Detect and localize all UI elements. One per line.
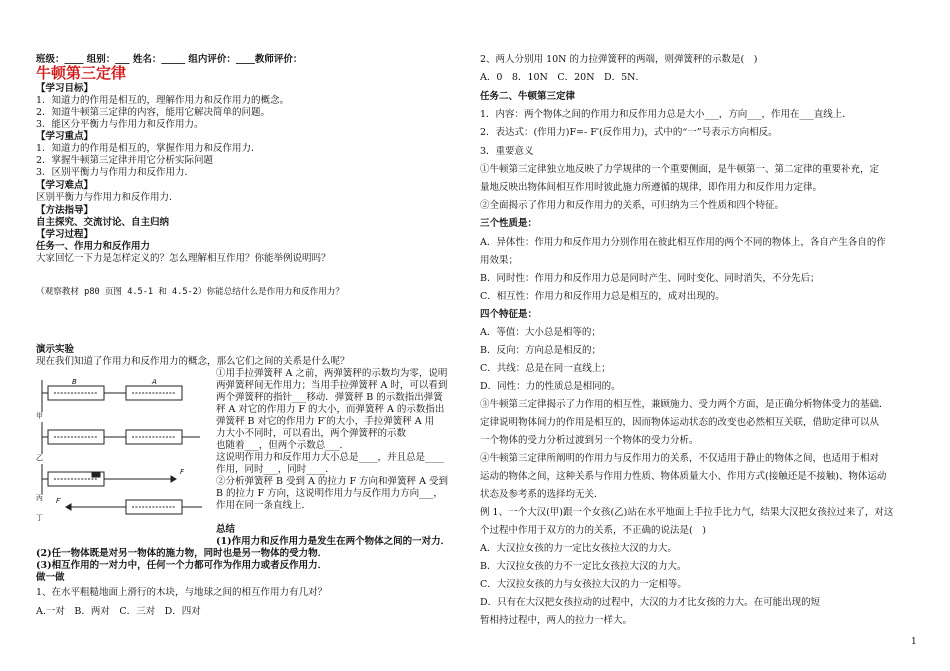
method-text: 自主探究、交流讨论、自主归纳 bbox=[36, 217, 170, 228]
page-title: 牛顿第三定律 bbox=[36, 64, 127, 82]
fig-label-f: F bbox=[180, 468, 185, 476]
key-item: 2．掌握牛顿第三定律并用它分析实际问题 bbox=[36, 155, 214, 166]
method-heading: 【方法指导】 bbox=[36, 205, 94, 216]
fig-label-ding: 丁 bbox=[36, 514, 43, 522]
key-heading: 【学习重点】 bbox=[36, 131, 94, 142]
example-1-option: B．大汉拉女孩的力不一定比女孩拉大汉的力大。 bbox=[480, 561, 687, 572]
summary-heading: 总结 bbox=[216, 524, 236, 535]
demo-line: 也随着___，但两个示数总___． bbox=[216, 440, 350, 451]
process-heading: 【学习过程】 bbox=[36, 229, 94, 240]
demo-line: 力大小不同时，可以看出，两个弹簧秤的示数 bbox=[216, 428, 407, 439]
demo-line: ①用手拉弹簧秤 A 之前，两弹簧秤的示数均为零，说明 bbox=[216, 368, 448, 379]
significance-line: ②全面揭示了作用力和反作用力的关系，可归纳为三个性质和四个特征。 bbox=[480, 200, 785, 211]
fig-label-f-prime: F′ bbox=[56, 497, 62, 505]
three-properties-heading: 三个性质是： bbox=[480, 218, 538, 229]
summary-item: (3)相互作用的一对力中，任何一个力都可作为作用力或者反作用力． bbox=[36, 560, 328, 571]
example-1-option: C．大汉拉女孩的力与女孩拉大汉的力一定相等。 bbox=[480, 579, 687, 590]
property-line: B．同时性：作用力和反作用力总是同时产生、同时变化、同时消失，不分先后； bbox=[480, 273, 820, 284]
fig-label-b: B bbox=[72, 378, 77, 386]
significance-3-line: 定律说明物体间力的作用是相互的，因而物体运动状态的改变也必然相互关联，借助定律可以从 bbox=[480, 417, 880, 428]
significance-heading: 3．重要意义 bbox=[480, 146, 534, 157]
property-line: C．相互性：作用力和反作用力总是相互的，成对出现的。 bbox=[480, 291, 725, 302]
fig-label-yi: 乙 bbox=[36, 454, 43, 462]
practice-heading: 做一做 bbox=[36, 572, 65, 583]
example-1-option: D．只有在大汉把女孩拉动的过程中，大汉的力才比女孩的力大。在可能出现的短 bbox=[480, 597, 821, 608]
difficulty-heading: 【学习难点】 bbox=[36, 180, 94, 191]
task1-heading: 任务一、作用力和反作用力 bbox=[36, 241, 151, 252]
property-line: 用效果； bbox=[480, 255, 519, 266]
goal-item: 1．知道力的作用是相互的，理解作用力和反作用力的概念。 bbox=[36, 95, 290, 106]
goal-item: 3．能区分平衡力与作用力和反作用力。 bbox=[36, 119, 204, 130]
demo-line: 秤 A 对它的作用力 F 的大小，而弹簧秤 A 的示数指出 bbox=[216, 404, 445, 415]
example-1-option: A．大汉拉女孩的力一定比女孩拉大汉的力大。 bbox=[480, 543, 677, 554]
significance-4-line: ④牛顿第三定律所阐明的作用力与反作用力的关系，不仅适用于静止的物体之间，也适用于相对 bbox=[480, 453, 880, 464]
question-1: 1、在水平粗糙地面上滑行的木块，与地球之间的相互作用力有几对？ bbox=[36, 587, 328, 598]
observe-question: （观察教材 p80 页图 4.5-1 和 4.5-2）你能总结什么是作用力和反作用力？ bbox=[36, 287, 344, 297]
question-2-options: A．0 8．10N C．20N D．5N． bbox=[480, 72, 645, 83]
demo-question: 现在我们知道了作用力和反作用力的概念，那么它们之间的关系是什么呢？ bbox=[36, 356, 350, 367]
feature-line: D．同性：力的性质总是相同的。 bbox=[480, 381, 621, 392]
header-line: 班级：____ 组别：___ 姓名：_____ 组内评价：____教师评价： bbox=[36, 54, 303, 65]
demo-line: ②分析弹簧秤 B 受到 A 的拉力 F 方向和弹簧秤 A 受到 bbox=[216, 476, 448, 487]
law-expression: 2．表达式：(作用力)F=- F′(反作用力)，式中的“一”号表示方向相反。 bbox=[480, 127, 778, 138]
demo-line: 两弹簧秤间无作用力；当用手拉弹簧秤 A 时，可以看到 bbox=[216, 380, 448, 391]
difficulty-text: 区别平衡力与作用力和反作用力． bbox=[36, 192, 179, 203]
page-number: 1 bbox=[911, 637, 917, 647]
demo-line: 这说明作用力和反作用力大小总是____，并且总是____ bbox=[216, 452, 445, 463]
significance-3-line: ③牛顿第三定律揭示了力作用的相互性，兼顾施力、受力两个方面，是正确分析物体受力的基础． bbox=[480, 399, 889, 410]
demo-line: B 的拉力 F 方向，这说明作用力与反作用力方向___， bbox=[216, 488, 443, 499]
example-1: 例 1、一个大汉(甲)跟一个女孩(乙)站在水平地面上手拉手比力气，结果大汉把女孩拉过来了，对这 bbox=[480, 507, 894, 518]
recall-question: 大家回忆一下力是怎样定义的？怎么理解相互作用？你能举例说明吗？ bbox=[36, 253, 331, 264]
example-1-option: 暂相持过程中，两人的拉力一样大。 bbox=[480, 615, 633, 626]
significance-line: ①牛顿第三定律独立地反映了力学规律的一个重要侧面，是牛顿第一、第二定律的重要补充，定 bbox=[480, 164, 880, 175]
demo-line: 两个弹簧秤的指针___移动．弹簧秤 B 的示数指出弹簧 bbox=[216, 392, 443, 403]
summary-item: (2)任一物体既是对另一物体的施力物，同时也是另一物体的受力物． bbox=[36, 548, 328, 559]
significance-3-line: 一个物体的受力分析过渡到另一个物体的受力分析。 bbox=[480, 435, 699, 446]
question-2: 2、两人分别用 10N 的力拉弹簧秤的两端，则弹簧秤的示数是( ) bbox=[480, 54, 758, 65]
significance-line: 量地反映出物体间相互作用时彼此施力所遵循的规律，即作用力和反作用力定律。 bbox=[480, 182, 823, 193]
summary-item: (1)作用力和反作用力是发生在两个物体之间的一对力． bbox=[216, 536, 451, 547]
significance-4-line: 运动的物体之间，这种关系与作用力性质、物体质量大小、作用方式(接触还是不接触)、物体运动 bbox=[480, 471, 887, 482]
demo-line: 弹簧秤 B 对它的作用力 F′的大小，手拉弹簧秤 A 用 bbox=[216, 416, 435, 427]
feature-line: C．共线：总是在同一直线上； bbox=[480, 363, 611, 374]
spring-scale-figure bbox=[36, 374, 206, 522]
property-line: A．异体性：作用力和反作用力分别作用在彼此相互作用的两个不同的物体上，各自产生各自的作 bbox=[480, 237, 886, 248]
goal-item: 2．知道牛顿第三定律的内容，能用它解决简单的问题。 bbox=[36, 107, 271, 118]
fig-label-a: A bbox=[152, 378, 157, 386]
question-1-options: A.一对 B．两对 C．三对 D．四对 bbox=[36, 606, 201, 617]
example-1: 个过程中作用于双方的力的关系，不正确的说法是( ) bbox=[480, 525, 706, 536]
task2-heading: 任务二、牛顿第三定律 bbox=[480, 91, 576, 102]
goals-heading: 【学习目标】 bbox=[36, 83, 94, 94]
key-item: 3．区别平衡力与作用力和反作用力． bbox=[36, 167, 195, 178]
key-item: 1．知道力的作用是相互的，掌握作用力和反作用力． bbox=[36, 143, 261, 154]
fig-label-bing: 丙 bbox=[36, 494, 43, 502]
fig-label-jia: 甲 bbox=[36, 412, 43, 420]
feature-line: B．反向：方向总是相反的； bbox=[480, 345, 601, 356]
law-content: 1．内容：两个物体之间的作用力和反作用力总是大小___，方向___，作用在___直线上． bbox=[480, 109, 852, 120]
four-features-heading: 四个特征是： bbox=[480, 309, 538, 320]
demo-line: 作用，同时___，同时____． bbox=[216, 464, 335, 475]
demo-heading: 演示实验 bbox=[36, 344, 75, 355]
significance-4-line: 状态及参考系的选择均无关． bbox=[480, 489, 604, 500]
demo-line: 作用在同一条直线上． bbox=[216, 500, 312, 511]
feature-line: A．等值：大小总是相等的； bbox=[480, 327, 601, 338]
